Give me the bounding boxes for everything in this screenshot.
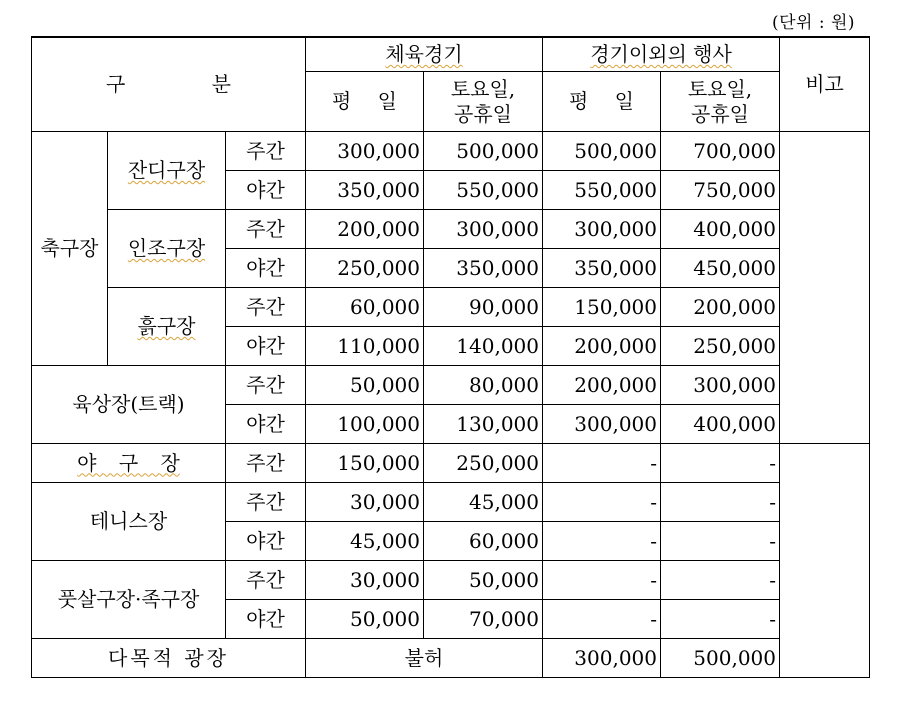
baseball-label: 야 구 장 [32,444,226,483]
fee-cell: 550,000 [424,171,543,210]
remarks-cell [780,444,870,678]
fee-cell: 250,000 [306,249,424,288]
fee-cell: 50,000 [306,600,424,639]
fee-cell: 130,000 [424,405,543,444]
fee-cell: 350,000 [543,249,661,288]
fee-cell: 300,000 [543,405,661,444]
fee-cell: 300,000 [543,210,661,249]
fee-cell: 200,000 [661,288,780,327]
fee-cell: - [661,600,780,639]
fee-cell: 250,000 [424,444,543,483]
fee-cell: 400,000 [661,405,780,444]
fee-cell: 250,000 [661,327,780,366]
day-label: 주간 [226,366,306,405]
fee-cell: - [543,444,661,483]
fee-cell: 500,000 [543,132,661,171]
fee-cell: 50,000 [306,366,424,405]
fee-cell: 450,000 [661,249,780,288]
day-label: 주간 [226,132,306,171]
table-row [32,132,870,171]
fee-cell: 300,000 [543,639,661,678]
night-label: 야간 [226,600,306,639]
non-sports-event-header: 경기이외의 행사 [543,37,780,72]
unit-note: (단위 : 원) [772,13,856,33]
fee-cell: 200,000 [543,366,661,405]
fee-cell: 350,000 [306,171,424,210]
day-label: 주간 [226,561,306,600]
fee-cell: 30,000 [306,561,424,600]
day-label: 주간 [226,483,306,522]
table-row [32,288,870,327]
day-label: 주간 [226,444,306,483]
dirt-field-label: 흙구장 [108,288,226,366]
night-label: 야간 [226,171,306,210]
multipurpose-label: 다목적 광장 [32,639,306,678]
not-permitted-cell: 불허 [306,639,543,678]
artificial-turf-label: 인조구장 [108,210,226,288]
tennis-label: 테니스장 [32,483,226,561]
fee-cell: 30,000 [306,483,424,522]
sports-weekend-header: 토요일, 공휴일 [424,72,543,132]
fee-cell: 200,000 [543,327,661,366]
sports-weekday-header: 평 일 [306,72,424,132]
fee-cell: 100,000 [306,405,424,444]
fee-cell: 350,000 [424,249,543,288]
table-row [32,366,870,405]
fee-cell: - [543,522,661,561]
fee-cell: 50,000 [424,561,543,600]
fee-cell: - [661,561,780,600]
facility-fee-table [31,36,870,678]
night-label: 야간 [226,522,306,561]
table-row [32,210,870,249]
event-weekend-header: 토요일, 공휴일 [661,72,780,132]
fee-cell: 500,000 [661,639,780,678]
fee-cell: 300,000 [306,132,424,171]
fee-cell: 300,000 [661,366,780,405]
table-row [32,483,870,522]
table-row [32,639,870,678]
fee-cell: - [543,483,661,522]
fee-cell: - [661,444,780,483]
fee-cell: 300,000 [424,210,543,249]
fee-cell: 70,000 [424,600,543,639]
fee-cell: - [661,522,780,561]
night-label: 야간 [226,249,306,288]
fee-cell: 150,000 [543,288,661,327]
natural-grass-label: 잔디구장 [108,132,226,210]
fee-cell: 110,000 [306,327,424,366]
fee-cell: 500,000 [424,132,543,171]
night-label: 야간 [226,405,306,444]
track-label: 육상장(트랙) [32,366,226,444]
fee-cell: 150,000 [306,444,424,483]
futsal-label: 풋살구장·족구장 [32,561,226,639]
fee-cell: 140,000 [424,327,543,366]
table-row [32,444,870,483]
table-row [32,561,870,600]
category-header: 구 분 [32,37,306,132]
fee-cell: 400,000 [661,210,780,249]
day-label: 주간 [226,288,306,327]
header-row-1 [32,37,870,72]
fee-cell: 80,000 [424,366,543,405]
fee-cell: - [661,483,780,522]
fee-cell: 200,000 [306,210,424,249]
remarks-header: 비고 [780,37,870,132]
remarks-cell [780,132,870,444]
fee-cell: 700,000 [661,132,780,171]
fee-cell: - [543,600,661,639]
night-label: 야간 [226,327,306,366]
fee-cell: 45,000 [424,483,543,522]
fee-cell: 60,000 [306,288,424,327]
fee-cell: 90,000 [424,288,543,327]
fee-cell: 750,000 [661,171,780,210]
sports-game-header: 체육경기 [306,37,543,72]
soccer-label: 축구장 [32,132,108,366]
day-label: 주간 [226,210,306,249]
fee-cell: 45,000 [306,522,424,561]
fee-cell: 550,000 [543,171,661,210]
event-weekday-header: 평 일 [543,72,661,132]
fee-cell: - [543,561,661,600]
fee-cell: 60,000 [424,522,543,561]
